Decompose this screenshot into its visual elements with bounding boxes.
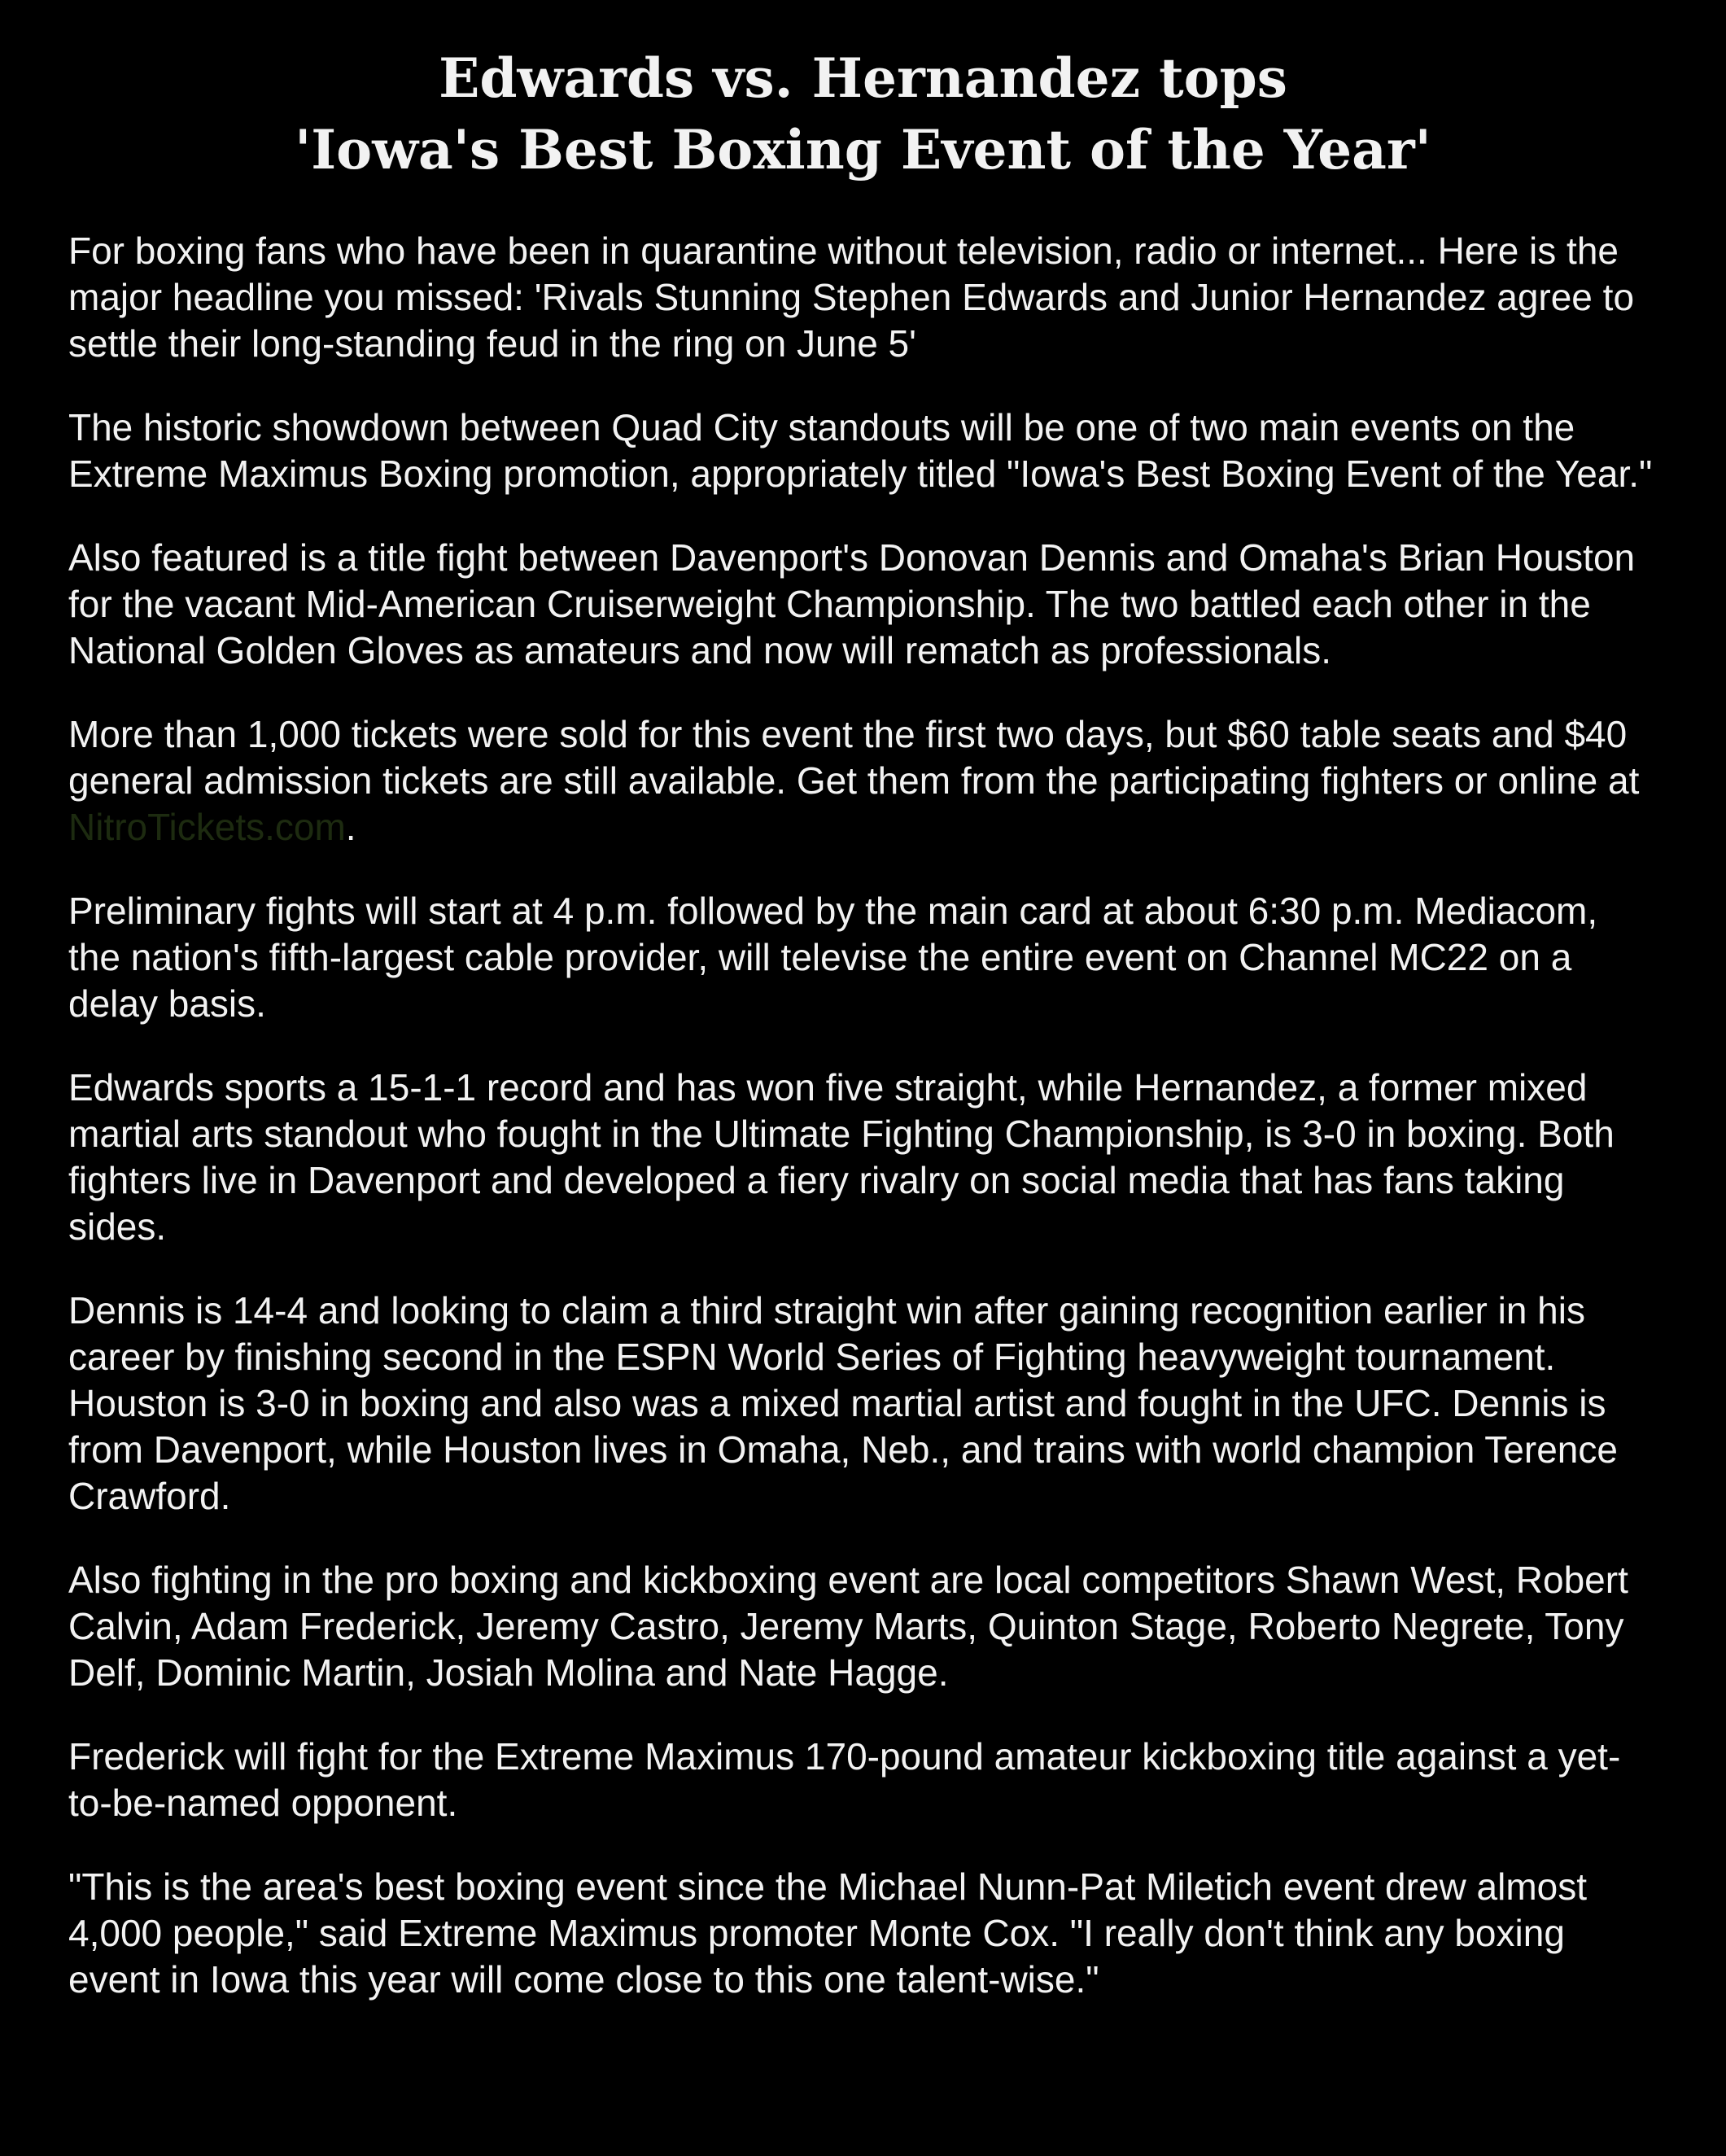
paragraph-frederick: Frederick will fight for the Extreme Maximus 170-pound amateur kickboxing title against a yet-to-be-named opponent.: [68, 1735, 1621, 1824]
headline-line-2: 'Iowa's Best Boxing Event of the Year': [295, 118, 1431, 181]
paragraph-schedule: Preliminary fights will start at 4 p.m. followed by the main card at about 6:30 p.m. Mediacom, the nation's fifth-largest cable provider, will televise the entire event on Channel MC22 on a delay basis.: [68, 890, 1598, 1025]
paragraph-title-fight: Also featured is a title fight between Davenport's Donovan Dennis and Omaha's Brian Houston for the vacant Mid-American Cruiserweight Championship. The two battled each other in the National Golden Gloves as amateurs and now will rematch as professionals.: [68, 536, 1636, 671]
tickets-text-end: .: [345, 806, 356, 848]
paragraph-edwards: Edwards sports a 15-1-1 record and has won five straight, while Hernandez, a former mixed martial arts standout who fought in the Ultimate Fighting Championship, is 3-0 in boxing. Both fighters live in Davenport and developed a fiery rivalry on social media that has fans taking sides.: [68, 1066, 1615, 1248]
paragraph-showdown: The historic showdown between Quad City standouts will be one of two main events on the Extreme Maximus Boxing promotion, appropriately titled "Iowa's Best Boxing Event of the Year.": [68, 406, 1653, 495]
headline-line-1: Edwards vs. Hernandez tops: [439, 46, 1287, 110]
paragraph-intro: For boxing fans who have been in quarantine without television, radio or internet... Here is the major headline you missed: 'Rivals Stunning Stephen Edwards and Junior Hernandez agree to settle their long-standing feud in the ring on June 5': [68, 230, 1635, 365]
paragraph-undercard: Also fighting in the pro boxing and kickboxing event are local competitors Shawn West, Robert Calvin, Adam Frederick, Jeremy Castro, Jeremy Marts, Quinton Stage, Roberto Negrete, Tony Delf, Dominic Martin, Josiah Molina and Nate Hagge.: [68, 1559, 1628, 1694]
nitrotickets-link[interactable]: NitroTickets.com: [68, 806, 346, 848]
tickets-text: More than 1,000 tickets were sold for this event the first two days, but $60 table seats and $40 general admission tickets are still available. Get them from the participating fighters or online at: [68, 713, 1640, 802]
article-headline: [68, 42, 1658, 186]
paragraph-tickets: [68, 711, 1658, 851]
paragraph-dennis: Dennis is 14-4 and looking to claim a third straight win after gaining recognition earlier in his career by finishing second in the ESPN World Series of Fighting heavyweight tournament. Houston is 3-0 in boxing and also was a mixed martial artist and fought in the UFC. Dennis is from Davenport, while Houston lives in Omaha, Neb., and trains with world champion Terence Crawford.: [68, 1289, 1618, 1517]
paragraph-quote: "This is the area's best boxing event since the Michael Nunn-Pat Miletich event drew almost 4,000 people," said Extreme Maximus promoter Monte Cox. "I really don't think any boxing event in Iowa this year will come close to this one talent-wise.": [68, 1865, 1588, 2001]
